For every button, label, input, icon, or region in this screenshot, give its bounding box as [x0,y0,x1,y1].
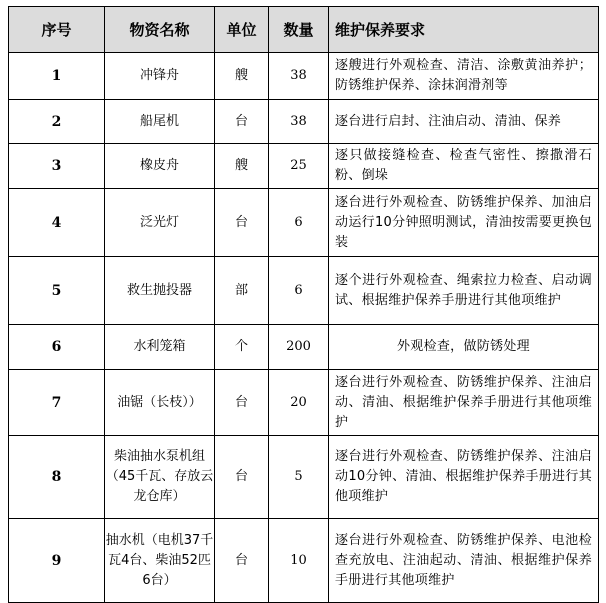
table-row [9,436,599,519]
row-index: 2 [9,100,105,144]
table-row [9,100,599,144]
row-name: 抽水机（电机37千瓦4台、柴油52匹6台） [105,519,215,603]
row-name: 冲锋舟 [105,53,215,100]
row-qty: 200 [269,325,329,370]
row-qty: 38 [269,100,329,144]
header-name: 物资名称 [105,7,215,53]
row-qty: 25 [269,144,329,189]
table-row [9,53,599,100]
row-unit: 台 [215,189,269,257]
row-name: 橡皮舟 [105,144,215,189]
row-qty: 6 [269,189,329,257]
row-qty: 38 [269,53,329,100]
row-name: 救生抛投器 [105,257,215,325]
row-index: 6 [9,325,105,370]
row-requirements: 逐台进行启封、注油启动、清油、保养 [329,100,599,144]
row-unit: 台 [215,519,269,603]
row-requirements: 逐台进行外观检查、防锈维护保养、加油启动运行10分钟照明测试，清油按需要更换包装 [329,189,599,257]
row-unit: 艘 [215,144,269,189]
row-index: 5 [9,257,105,325]
row-index: 1 [9,53,105,100]
table-row [9,370,599,436]
row-qty: 10 [269,519,329,603]
row-requirements: 逐只做接缝检查、检查气密性、擦撒滑石粉、倒垛 [329,144,599,189]
table-row [9,257,599,325]
row-unit: 台 [215,100,269,144]
table-row [9,519,599,603]
header-unit: 单位 [215,7,269,53]
row-requirements: 逐个进行外观检查、绳索拉力检查、启动调试、根据维护保养手册进行其他项维护 [329,257,599,325]
row-index: 8 [9,436,105,519]
row-qty: 6 [269,257,329,325]
header-qty: 数量 [269,7,329,53]
row-qty: 5 [269,436,329,519]
row-name: 柴油抽水泵机组（45千瓦、存放云龙仓库） [105,436,215,519]
header-requirements: 维护保养要求 [329,7,599,53]
row-unit: 个 [215,325,269,370]
row-requirements: 外观检查，做防锈处理 [329,325,599,370]
row-name: 船尾机 [105,100,215,144]
row-qty: 20 [269,370,329,436]
row-unit: 台 [215,370,269,436]
row-index: 9 [9,519,105,603]
row-requirements: 逐台进行外观检查、防锈维护保养、注油启动10分钟、清油、根据维护保养手册进行其他项维护 [329,436,599,519]
row-name: 油锯（长枝）） [105,370,215,436]
row-unit: 台 [215,436,269,519]
row-requirements: 逐艘进行外观检查、清洁、涂敷黄油养护；防锈维护保养、涂抹润滑剂等 [329,53,599,100]
materials-table [8,6,599,603]
row-requirements: 逐台进行外观检查、防锈维护保养、电池检查充放电、注油起动、清油、根据维护保养手册进行其他项维护 [329,519,599,603]
header-row [9,7,599,53]
row-index: 4 [9,189,105,257]
row-requirements: 逐台进行外观检查、防锈维护保养、注油启动、清油、根据维护保养手册进行其他项维护 [329,370,599,436]
table-row [9,325,599,370]
row-unit: 部 [215,257,269,325]
row-name: 水利笼箱 [105,325,215,370]
row-name: 泛光灯 [105,189,215,257]
row-index: 3 [9,144,105,189]
table-row [9,144,599,189]
row-index: 7 [9,370,105,436]
row-unit: 艘 [215,53,269,100]
table-row [9,189,599,257]
header-index: 序号 [9,7,105,53]
